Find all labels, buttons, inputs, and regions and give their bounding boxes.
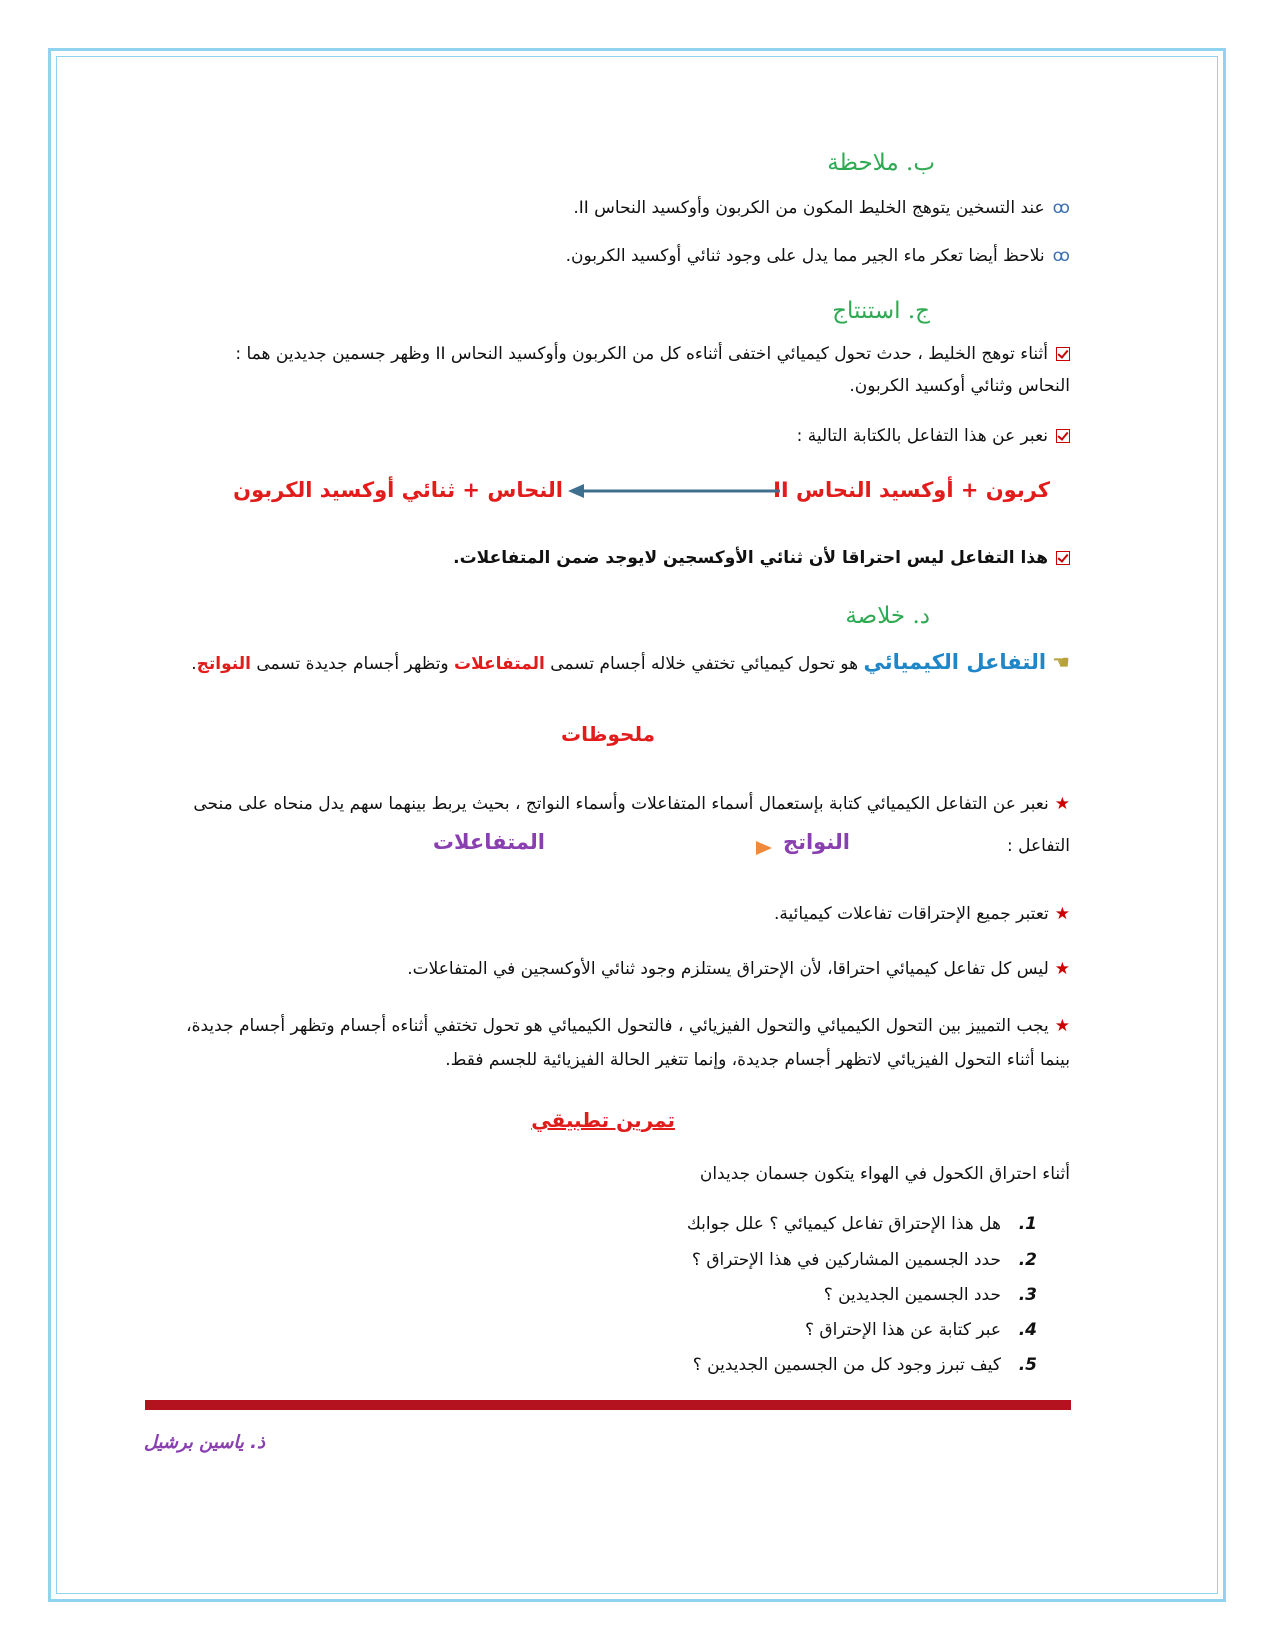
exercise-question-5: 5.كيف تبرز وجود كل من الجسمين الجديدين ؟ bbox=[692, 1355, 1037, 1375]
exercise-intro: أثناء احتراق الكحول في الهواء يتكون جسمان جديدان bbox=[699, 1164, 1070, 1184]
footer-author: ذ. ياسين برشيل bbox=[143, 1432, 265, 1453]
footer-bar bbox=[145, 1400, 1071, 1410]
conclusion-point-1-cont: النحاس وثنائي أوكسيد الكربون. bbox=[849, 376, 1070, 396]
hand-pointer-icon: ☚ bbox=[1052, 650, 1070, 674]
star-icon: ★ bbox=[1054, 1016, 1070, 1036]
products-arrow-icon bbox=[544, 838, 776, 858]
exercise-question-2: 2.حدد الجسمين المشاركين في هذا الإحتراق ؟ bbox=[691, 1250, 1037, 1270]
equation-products: النحاس + ثنائي أوكسيد الكربون bbox=[233, 478, 563, 502]
exercise-question-1: 1.هل هذا الإحتراق تفاعل كيميائي ؟ علل جوابك bbox=[686, 1214, 1037, 1234]
exercise-question-3: 3.حدد الجسمين الجديدين ؟ bbox=[823, 1285, 1037, 1305]
note-1: ★نعبر عن التفاعل الكيميائي كتابة بإستعمال أسماء المتفاعلات وأسماء النواتج ، بحيث يربط بينهما سهم يدل منحاه على منحى bbox=[193, 794, 1070, 814]
curl-bullet-icon: ꝏ bbox=[1052, 246, 1070, 266]
note-1-tail: التفاعل : bbox=[1007, 836, 1070, 856]
conclusion-point-2: نعبر عن هذا التفاعل بالكتابة التالية : bbox=[797, 422, 1070, 450]
checkbox-icon bbox=[1056, 551, 1070, 565]
label-products: النواتج bbox=[782, 830, 850, 854]
observation-bullet-1: ꝏعند التسخين يتوهج الخليط المكون من الكربون وأوكسيد النحاس II. bbox=[573, 194, 1070, 222]
checkbox-icon bbox=[1056, 347, 1070, 361]
note-3: ★ليس كل تفاعل كيميائي احتراقا، لأن الإحتراق يستلزم وجود ثنائي الأوكسجين في المتفاعلات. bbox=[407, 959, 1070, 979]
equation-reactants: كربون + أوكسيد النحاس II bbox=[773, 478, 1050, 502]
star-icon: ★ bbox=[1054, 959, 1070, 979]
star-icon: ★ bbox=[1054, 794, 1070, 814]
exercise-heading: تمرين تطبيقي bbox=[531, 1108, 675, 1132]
equation-arrow-icon bbox=[566, 481, 784, 501]
exercise-question-4: 4.عبر كتابة عن هذا الإحتراق ؟ bbox=[805, 1320, 1037, 1340]
curl-bullet-icon: ꝏ bbox=[1052, 198, 1070, 218]
conclusion-point-1: أثناء توهج الخليط ، حدث تحول كيميائي اختفى أثناءه كل من الكربون وأوكسيد النحاس II وظهر جسمين جديدين هما : bbox=[235, 340, 1070, 368]
summary-heading: د. خلاصة bbox=[845, 603, 930, 629]
notes-heading: ملحوظات bbox=[561, 722, 655, 746]
conclusion-point-3: هذا التفاعل ليس احتراقا لأن ثنائي الأوكسجين لايوجد ضمن المتفاعلات. bbox=[453, 544, 1070, 572]
label-reactants: المتفاعلات bbox=[432, 830, 545, 854]
observation-bullet-2: ꝏنلاحظ أيضا تعكر ماء الجير مما يدل على وجود ثنائي أوكسيد الكربون. bbox=[566, 242, 1070, 270]
page-border-inner bbox=[56, 56, 1218, 1594]
summary-definition: ☚التفاعل الكيميائي هو تحول كيميائي تختفي خلاله أجسام تسمى المتفاعلات وتظهر أجسام جديدة تسمى النواتج. bbox=[191, 650, 1070, 674]
note-4: ★يجب التمييز بين التحول الكيميائي والتحول الفيزيائي ، فالتحول الكيميائي هو تحول تختفي أثناءه أجسام وتظهر أجسام جديدة، bbox=[186, 1016, 1070, 1036]
observation-heading: ب. ملاحظة bbox=[827, 150, 935, 176]
note-4-cont: بينما أثناء التحول الفيزيائي لاتظهر أجسام جديدة، وإنما تتغير الحالة الفيزيائية للجسم فقط. bbox=[445, 1050, 1070, 1070]
star-icon: ★ bbox=[1054, 904, 1070, 924]
conclusion-heading: ج. استنتاج bbox=[832, 298, 930, 324]
note-2: ★تعتبر جميع الإحتراقات تفاعلات كيميائية. bbox=[774, 904, 1070, 924]
checkbox-icon bbox=[1056, 429, 1070, 443]
